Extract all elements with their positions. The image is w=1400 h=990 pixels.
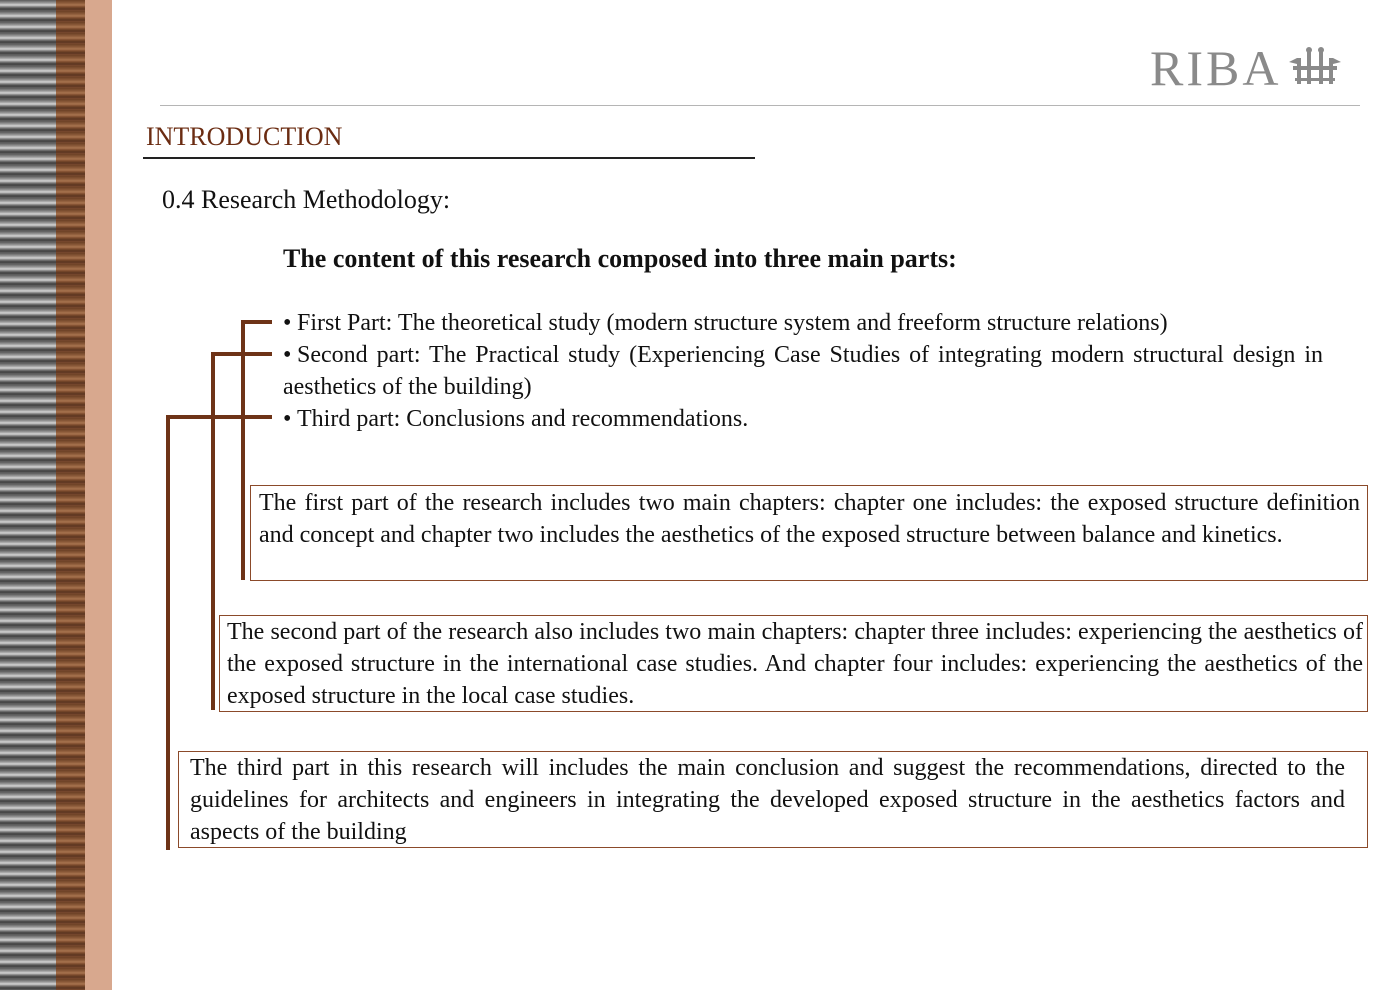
third-part-description-box: The third part in this research will includes the main conclusion and suggest the recommendations, directed to the guidelines for architects and engineers in integrating the developed exposed structure in the aesthetics factors and aspects of the building [178, 751, 1368, 848]
bullet-text: First Part: The theoretical study (modern structure system and freeform structure relations) [297, 310, 1168, 336]
bullet-text: Second part: The Practical study (Experiencing Case Studies of integrating modern structural design in aesthetics of the building) [283, 342, 1323, 400]
bullet-text: Third part: Conclusions and recommendations. [297, 406, 749, 432]
second-part-description-box: The second part of the research also includes two main chapters: chapter three includes: experiencing the aesthetics of the exposed structure in the international case studies. And chapter four includes: experiencing the aesthetics of the exposed structure in the local case studies. [219, 615, 1368, 712]
section-header: INTRODUCTION [146, 122, 343, 151]
bullet-marker: • [283, 342, 292, 368]
section-title: 0.4 Research Methodology: [162, 185, 451, 214]
logo-text: RIBA [1150, 40, 1282, 96]
bullet-marker: • [283, 406, 292, 432]
bullet-marker: • [283, 310, 292, 336]
subtitle: The content of this research composed into three main parts: [283, 244, 957, 273]
first-part-description-box: The first part of the research includes two main chapters: chapter one includes: the exposed structure definition and concept and chapter two includes the aesthetics of the exposed structure between balance and kinetics. [250, 485, 1368, 581]
